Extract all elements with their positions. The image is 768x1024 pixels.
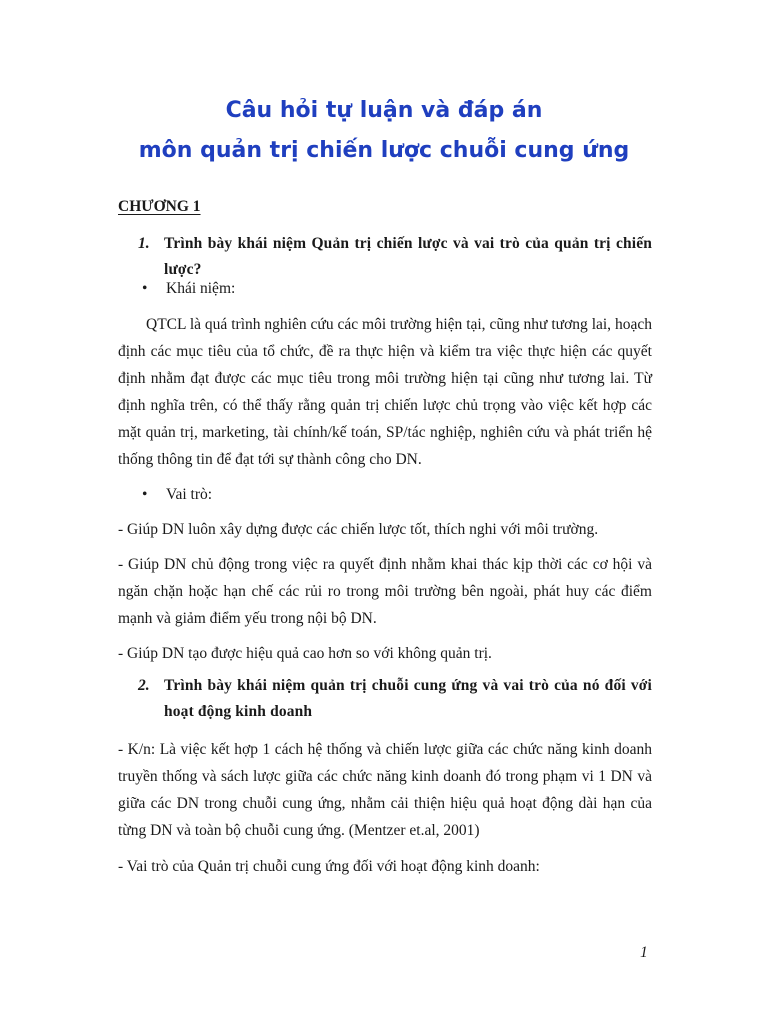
question-1-text: Trình bày khái niệm Quản trị chiến lược và vai trò của quản trị chiến lược? [164,235,652,278]
role-item-3: - Giúp DN tạo được hiệu quả cao hơn so với không quản trị. [118,645,492,662]
document-title-line-2: môn quản trị chiến lược chuỗi cung ứng [138,138,630,163]
role-item-2: - Giúp DN chủ động trong việc ra quyết định nhằm khai thác kịp thời các cơ hội và ngăn chặn hoặc hạn chế các rủi ro trong môi trường bên ngoài, phát huy các điểm mạnh và giảm điểm yếu trong nội bộ DN. [118,556,652,627]
page-number: 1 [640,944,648,961]
bullet-dot-icon: • [142,486,148,503]
definition-paragraph: - K/n: Là việc kết hợp 1 cách hệ thống và chiến lược giữa các chức năng kinh doanh truyền thống và sách lược giữa các chức năng kinh doanh đó trong phạm vi 1 DN và giữa các DN trong chuỗi cung ứng, nhằm cải thiện hiệu quả hoạt động dài hạn của từng DN và toàn bộ chuỗi cung ứng. (Mentzer et.al, 2001) [118,741,652,839]
role-intro: - Vai trò của Quản trị chuỗi cung ứng đối với hoạt động kinh doanh: [118,858,540,875]
question-2-number: 2. [138,677,150,694]
role-item-1: - Giúp DN luôn xây dựng được các chiến lược tốt, thích nghi với môi trường. [118,521,599,538]
chapter-heading: CHƯƠNG 1 [118,198,201,215]
concept-paragraph: QTCL là quá trình nghiên cứu các môi trường hiện tại, cũng như tương lai, hoạch định các mục tiêu của tổ chức, đề ra thực hiện và kiểm tra việc thực hiện các quyết định nhằm đạt được các mục tiêu trong môi trường hiện tại cũng như tương lai. Từ định nghĩa trên, có thể thấy rằng quản trị chiến lược chủ trọng vào việc kết hợp các mặt quản trị, marketing, tài chính/kế toán, SP/tác nghiệp, nghiên cứu và phát triển hệ thống thông tin để đạt tới sự thành công cho DN. [118,316,652,468]
bullet-concept-label: Khái niệm: [166,280,236,297]
bullet-dot-icon: • [142,280,148,297]
bullet-role-label: Vai trò: [166,486,213,503]
question-2-text: Trình bày khái niệm quản trị chuỗi cung ứng và vai trò của nó đối với hoạt động kinh doanh [164,677,652,720]
document-title-line-1: Câu hỏi tự luận và đáp án [225,98,543,123]
question-1-number: 1. [138,235,150,252]
